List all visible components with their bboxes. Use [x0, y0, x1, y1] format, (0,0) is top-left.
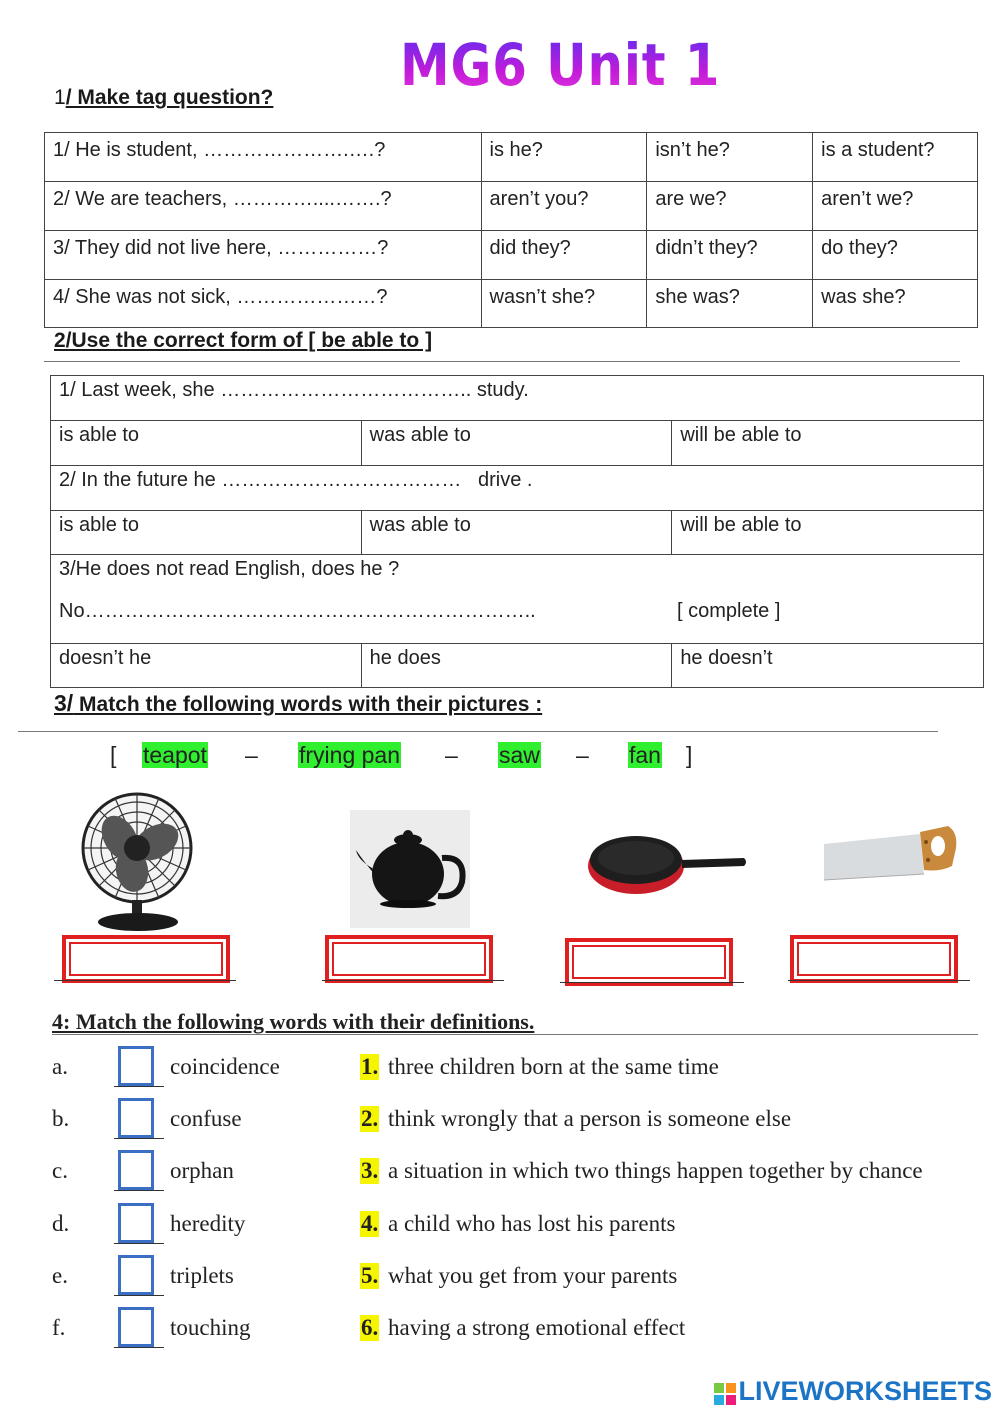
- word-bank-item: fan: [629, 742, 661, 768]
- item-letter: b.: [52, 1106, 70, 1131]
- option-cell[interactable]: he does: [361, 644, 672, 688]
- table-row: [45, 231, 978, 280]
- answer-checkbox[interactable]: [118, 1255, 154, 1295]
- option-cell[interactable]: was she?: [813, 280, 978, 328]
- table-row: [51, 466, 984, 511]
- option-cell[interactable]: aren’t we?: [813, 182, 978, 231]
- answer-underline: [788, 980, 970, 981]
- q3-answer-line[interactable]: No…………………………………………………………..: [59, 600, 536, 622]
- definition-number: 1.: [361, 1054, 379, 1079]
- answer-underline: [114, 1086, 164, 1087]
- frying-pan-icon: [584, 824, 750, 898]
- option-cell[interactable]: is he?: [481, 133, 647, 182]
- question-cell: 4/ She was not sick, …………………?: [45, 280, 482, 328]
- section4-heading: 4: Match the following words with their definitions.: [52, 1009, 535, 1034]
- section1-heading: [54, 86, 273, 110]
- answer-underline: [54, 980, 236, 981]
- definition-number: 3.: [361, 1158, 379, 1183]
- section1-heading-text: / Make tag question?: [65, 86, 274, 109]
- section2-heading-text: 2/Use the correct form of [ be able to ]: [54, 329, 433, 352]
- word-bank-open: [: [110, 742, 117, 768]
- option-cell[interactable]: wasn’t she?: [481, 280, 647, 328]
- definition-text: having a strong emotional effect: [388, 1315, 686, 1340]
- fan-answer-box[interactable]: [62, 935, 230, 983]
- item-word: orphan: [170, 1158, 234, 1183]
- option-cell[interactable]: will be able to: [672, 511, 984, 555]
- item-word: touching: [170, 1315, 251, 1340]
- table-row: [51, 644, 984, 688]
- option-cell[interactable]: is able to: [51, 511, 362, 555]
- answer-underline: [114, 1347, 164, 1348]
- item-word: triplets: [170, 1263, 234, 1288]
- section2-heading: [54, 329, 432, 353]
- option-cell[interactable]: didn’t they?: [647, 231, 813, 280]
- section3-heading: [54, 690, 542, 717]
- definition-text: think wrongly that a person is someone else: [388, 1106, 792, 1131]
- word-bank-dash: –: [245, 742, 258, 768]
- question-cell: [51, 555, 984, 644]
- option-cell[interactable]: are we?: [647, 182, 813, 231]
- option-cell[interactable]: was able to: [361, 511, 672, 555]
- definition-text: a child who has lost his parents: [388, 1211, 676, 1236]
- teapot-icon: [350, 810, 470, 928]
- frying-pan-answer-box[interactable]: [565, 938, 733, 986]
- table-row: [51, 376, 984, 421]
- option-cell[interactable]: aren’t you?: [481, 182, 647, 231]
- answer-underline: [114, 1190, 164, 1191]
- saw-answer-box[interactable]: [790, 935, 958, 983]
- table-row: [51, 555, 984, 644]
- definition-number: 2.: [361, 1106, 379, 1131]
- option-cell[interactable]: he doesn’t: [672, 644, 984, 688]
- option-cell[interactable]: is a student?: [813, 133, 978, 182]
- table-row: [45, 133, 978, 182]
- option-cell[interactable]: did they?: [481, 231, 647, 280]
- table-row: [51, 511, 984, 555]
- word-bank-item: frying pan: [299, 742, 401, 768]
- logo-text: LIVEWORKSHEETS: [738, 1376, 992, 1406]
- table-row: [51, 421, 984, 466]
- section3-heading-text: Match the following words with their pictures :: [73, 693, 543, 716]
- definition-number: 4.: [361, 1211, 379, 1236]
- teapot-answer-box[interactable]: [325, 935, 493, 983]
- answer-underline: [114, 1243, 164, 1244]
- tag-question-table: [44, 132, 978, 328]
- word-bank-item: saw: [499, 742, 540, 768]
- word-bank-close: ]: [686, 742, 693, 768]
- answer-checkbox[interactable]: [118, 1150, 154, 1190]
- option-cell[interactable]: was able to: [361, 421, 672, 466]
- q3-note: [ complete ]: [677, 600, 781, 622]
- liveworksheets-logo: [714, 1376, 992, 1407]
- logo-mark-icon: [714, 1381, 736, 1403]
- question-cell: 1/ He is student, ………………….….?: [45, 133, 482, 182]
- definition-text: what you get from your parents: [388, 1263, 678, 1288]
- answer-checkbox[interactable]: [118, 1203, 154, 1243]
- option-cell[interactable]: she was?: [647, 280, 813, 328]
- option-cell[interactable]: is able to: [51, 421, 362, 466]
- answer-checkbox[interactable]: [118, 1098, 154, 1138]
- item-letter: e.: [52, 1263, 68, 1288]
- item-word: coincidence: [170, 1054, 280, 1079]
- item-word: confuse: [170, 1106, 242, 1131]
- definition-number: 5.: [361, 1263, 379, 1288]
- option-cell[interactable]: do they?: [813, 231, 978, 280]
- question-cell: 1/ Last week, she ……………………………….. study.: [51, 376, 984, 421]
- definition-number: 6.: [361, 1315, 379, 1340]
- section2-divider: [44, 361, 960, 362]
- item-letter: f.: [52, 1315, 66, 1340]
- definition-text: three children born at the same time: [388, 1054, 719, 1079]
- table-row: [45, 280, 978, 328]
- section4-divider: [52, 1034, 978, 1035]
- worksheet-title: MG6 Unit 1: [400, 31, 721, 99]
- item-letter: d.: [52, 1211, 70, 1236]
- word-bank-dash: –: [576, 742, 589, 768]
- item-word: heredity: [170, 1211, 246, 1236]
- question-cell: 2/ We are teachers, …………....…….?: [45, 182, 482, 231]
- answer-underline: [114, 1138, 164, 1139]
- option-cell[interactable]: doesn’t he: [51, 644, 362, 688]
- section3-divider: [18, 731, 938, 732]
- option-cell[interactable]: will be able to: [672, 421, 984, 466]
- section3-number: 3/: [54, 690, 74, 716]
- answer-underline: [560, 982, 744, 983]
- item-letter: c.: [52, 1158, 68, 1183]
- question-cell: 2/ In the future he ……………………………… drive .: [51, 466, 984, 511]
- answer-underline: [322, 980, 504, 981]
- answer-checkbox[interactable]: [118, 1046, 154, 1086]
- q3-line1: 3/He does not read English, does he ?: [59, 558, 400, 580]
- be-able-to-table: [50, 375, 984, 688]
- word-bank-dash: –: [445, 742, 458, 768]
- answer-checkbox[interactable]: [118, 1307, 154, 1347]
- table-row: [45, 182, 978, 231]
- option-cell[interactable]: isn’t he?: [647, 133, 813, 182]
- word-bank-item: teapot: [143, 742, 207, 768]
- item-letter: a.: [52, 1054, 68, 1079]
- question-cell: 3/ They did not live here, ……………?: [45, 231, 482, 280]
- answer-underline: [114, 1295, 164, 1296]
- section1-number: 1: [54, 86, 66, 109]
- definition-text: a situation in which two things happen together by chance: [388, 1158, 923, 1183]
- fan-icon: [80, 790, 200, 932]
- saw-icon: [820, 822, 962, 884]
